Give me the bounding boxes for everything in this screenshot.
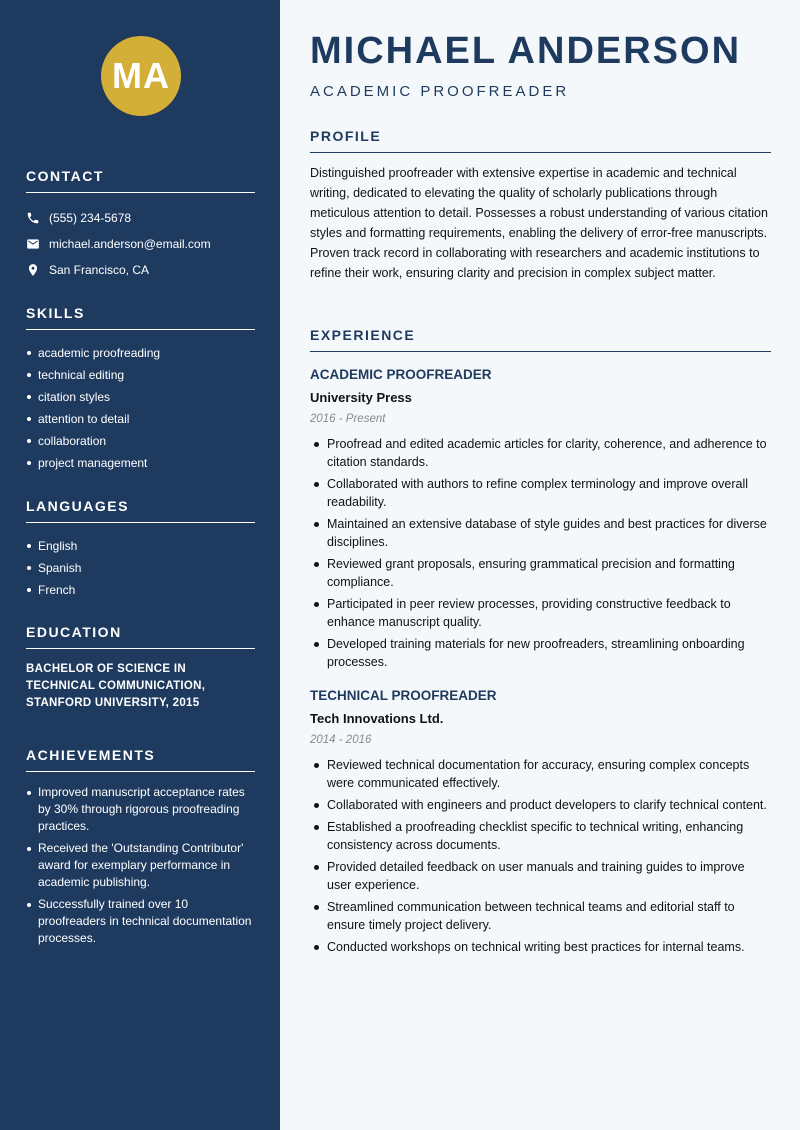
list-item: academic proofreading bbox=[26, 342, 255, 364]
list-item: Conducted workshops on technical writing best practices for internal teams. bbox=[310, 938, 771, 956]
job-entry bbox=[310, 687, 771, 956]
achievements-heading: ACHIEVEMENTS bbox=[26, 747, 255, 772]
list-item: Collaborated with authors to refine complex terminology and improve overall readability. bbox=[310, 475, 771, 511]
list-item: Maintained an extensive database of style guides and best practices for diverse disciplines. bbox=[310, 515, 771, 551]
experience-section bbox=[310, 327, 771, 960]
contact-heading: CONTACT bbox=[26, 168, 255, 193]
achievements-list bbox=[26, 784, 255, 947]
sidebar bbox=[0, 0, 280, 1130]
job-title: ACADEMIC PROOFREADER bbox=[310, 367, 492, 382]
list-item: English bbox=[26, 535, 255, 557]
list-item: technical editing bbox=[26, 364, 255, 386]
list-item: Successfully trained over 10 proofreaders in technical documentation processes. bbox=[26, 896, 255, 947]
list-item: Developed training materials for new proofreaders, streamlining onboarding processes. bbox=[310, 635, 771, 671]
list-item: Reviewed grant proposals, ensuring grammatical precision and formatting compliance. bbox=[310, 555, 771, 591]
list-item: collaboration bbox=[26, 430, 255, 452]
job-bullets bbox=[310, 756, 771, 956]
location-pin-icon bbox=[26, 263, 40, 277]
list-item: Received the 'Outstanding Contributor' award for exemplary performance in academic publishing. bbox=[26, 840, 255, 891]
job-company: Tech Innovations Ltd. bbox=[310, 711, 444, 726]
list-item: Established a proofreading checklist specific to technical writing, enhancing consistency across documents. bbox=[310, 818, 771, 854]
list-item: Improved manuscript acceptance rates by 30% through rigorous proofreading practices. bbox=[26, 784, 255, 835]
list-item: Participated in peer review processes, providing constructive feedback to enhance manuscript quality. bbox=[310, 595, 771, 631]
email-icon bbox=[26, 237, 40, 251]
list-item: French bbox=[26, 579, 255, 601]
list-item: Streamlined communication between technical teams and editorial staff to ensure timely project delivery. bbox=[310, 898, 771, 934]
skills-list bbox=[26, 342, 255, 474]
contact-phone bbox=[26, 205, 255, 231]
skills-section bbox=[26, 305, 255, 474]
education-heading: EDUCATION bbox=[26, 624, 255, 649]
profile-heading: PROFILE bbox=[310, 128, 771, 153]
list-item: citation styles bbox=[26, 386, 255, 408]
contact-phone-text: (555) 234-5678 bbox=[49, 211, 132, 225]
experience-heading: EXPERIENCE bbox=[310, 327, 771, 352]
list-item: Spanish bbox=[26, 557, 255, 579]
phone-icon bbox=[26, 211, 40, 225]
profile-section bbox=[310, 128, 771, 283]
contact-section bbox=[26, 168, 255, 283]
contact-location bbox=[26, 257, 255, 283]
avatar: MA bbox=[101, 36, 181, 116]
candidate-name: MICHAEL ANDERSON bbox=[310, 30, 742, 72]
list-item: Proofread and edited academic articles for clarity, coherence, and adherence to citation standards. bbox=[310, 435, 771, 471]
list-item: Provided detailed feedback on user manuals and training guides to improve user experience. bbox=[310, 858, 771, 894]
languages-section bbox=[26, 498, 255, 601]
job-dates: 2016 - Present bbox=[310, 413, 386, 425]
languages-heading: LANGUAGES bbox=[26, 498, 255, 523]
list-item: Collaborated with engineers and product developers to clarify technical content. bbox=[310, 796, 771, 814]
achievements-section bbox=[26, 747, 255, 952]
contact-email bbox=[26, 231, 255, 257]
job-dates: 2014 - 2016 bbox=[310, 734, 372, 746]
education-section bbox=[26, 624, 255, 712]
job-title: TECHNICAL PROOFREADER bbox=[310, 688, 497, 703]
job-entry bbox=[310, 366, 771, 671]
education-degree: BACHELOR OF SCIENCE IN TECHNICAL COMMUNICATION, STANFORD UNIVERSITY, 2015 bbox=[26, 663, 206, 709]
contact-location-text: San Francisco, CA bbox=[49, 263, 150, 277]
job-company: University Press bbox=[310, 390, 412, 405]
profile-text: Distinguished proofreader with extensive expertise in academic and technical writing, dedicated to elevating the quality of scholarly publications through meticulous attention to detail. Possesses a robust understanding of various citation styles and formatting requirements, enabling the delivery of error-free manuscripts. Proven track record in collaborating with researchers and academic institutions to refine their work, ensuring clarity and precision in complex subject matter. bbox=[310, 166, 768, 280]
list-item: attention to detail bbox=[26, 408, 255, 430]
job-bullets bbox=[310, 435, 771, 671]
list-item: project management bbox=[26, 452, 255, 474]
candidate-title: ACADEMIC PROOFREADER bbox=[310, 83, 570, 100]
languages-list bbox=[26, 535, 255, 601]
list-item: Reviewed technical documentation for accuracy, ensuring complex concepts were communicated effectively. bbox=[310, 756, 771, 792]
skills-heading: SKILLS bbox=[26, 305, 255, 330]
contact-email-text: michael.anderson@email.com bbox=[49, 237, 211, 251]
